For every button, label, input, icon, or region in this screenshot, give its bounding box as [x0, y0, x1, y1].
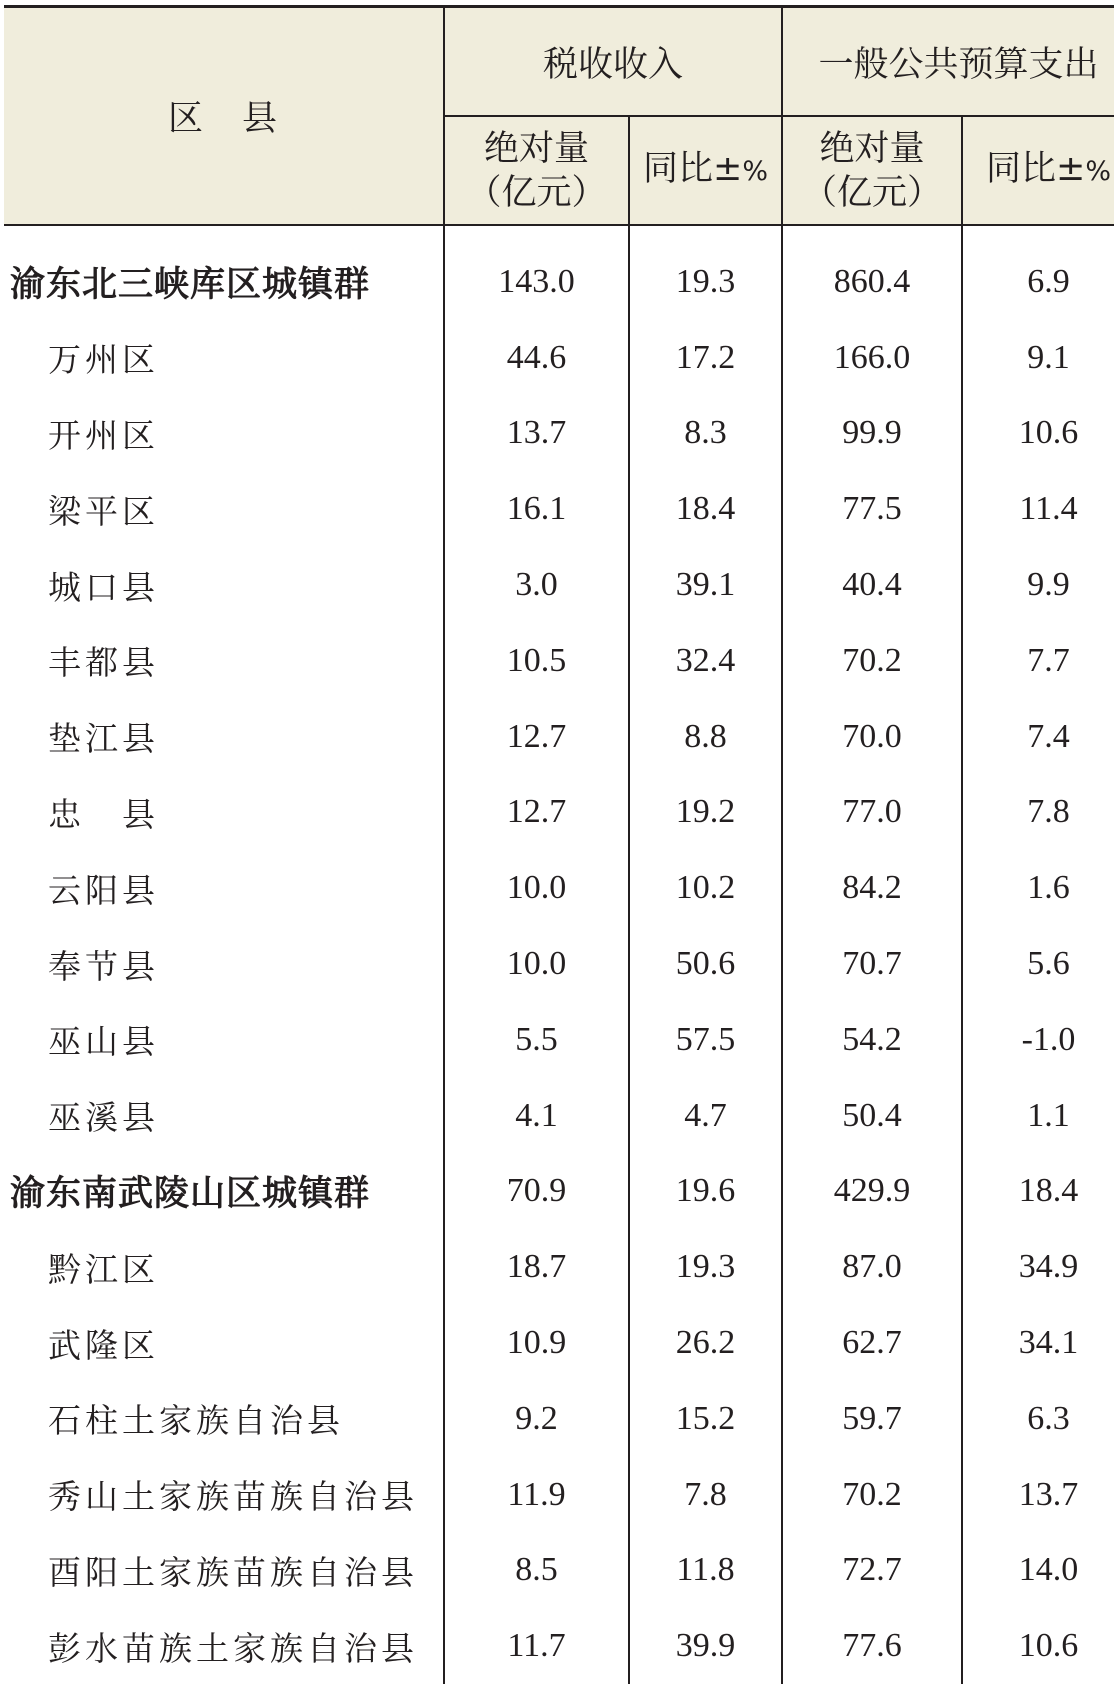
tax-yoy-cell: 19.3: [629, 225, 782, 320]
district-name: 石柱土家族自治县: [4, 1381, 444, 1457]
table-row: [4, 320, 1114, 396]
district-name: 城口县: [4, 547, 444, 623]
tax-absolute-cell: 18.7: [444, 1229, 629, 1305]
table-row: [4, 1002, 1114, 1078]
tax-yoy-cell: 39.1: [629, 547, 782, 623]
district-name: 巫溪县: [4, 1078, 444, 1154]
spend-yoy-cell: 6.9: [1027, 262, 1070, 300]
tax-yoy-cell: 50.6: [629, 926, 782, 1002]
spend-yoy-cell: 34.9: [1018, 1248, 1079, 1286]
spend-yoy-cell: 14.0: [1018, 1551, 1079, 1589]
spend-yoy-cell: 7.8: [1027, 793, 1070, 831]
district-fiscal-table: [4, 8, 1114, 1684]
table-row: [4, 775, 1114, 851]
tax-absolute-cell: 5.5: [444, 1002, 629, 1078]
spend-yoy-cell: 11.4: [1019, 490, 1078, 528]
district-name: 渝东南武陵山区城镇群: [4, 1154, 444, 1230]
tax-yoy-cell: 39.9: [629, 1608, 782, 1684]
header-tax-abs-line1: 绝对量: [483, 128, 589, 169]
spend-yoy-cell: 5.6: [1027, 945, 1070, 983]
spend-absolute-cell: 70.0: [782, 699, 962, 775]
header-spend-yoy-pct: %: [1085, 156, 1112, 187]
spend-absolute-cell: 40.4: [782, 547, 962, 623]
district-name: 武隆区: [4, 1305, 444, 1381]
tax-absolute-cell: 44.6: [444, 320, 629, 396]
tax-absolute-cell: 4.1: [444, 1078, 629, 1154]
spend-yoy-cell: 9.1: [1027, 338, 1070, 376]
tax-yoy-cell: 57.5: [629, 1002, 782, 1078]
table-row: [4, 1533, 1114, 1609]
table-group-row: [4, 225, 1114, 320]
tax-absolute-cell: 10.0: [444, 926, 629, 1002]
header-tax-yoy-pct: %: [742, 156, 768, 187]
tax-yoy-cell: 11.8: [629, 1533, 782, 1609]
tax-absolute-cell: 143.0: [444, 225, 629, 320]
spend-absolute-cell: 429.9: [782, 1154, 962, 1230]
table-row: [4, 623, 1114, 699]
spend-yoy-cell: 13.7: [1018, 1475, 1079, 1513]
tax-yoy-cell: 7.8: [629, 1457, 782, 1533]
tax-absolute-cell: 9.2: [444, 1381, 629, 1457]
header-spend-abs: [782, 116, 962, 225]
tax-absolute-cell: 8.5: [444, 1533, 629, 1609]
table-header: [4, 8, 1114, 225]
district-name: 秀山土家族苗族自治县: [4, 1457, 444, 1533]
spend-absolute-cell: 77.6: [782, 1608, 962, 1684]
spend-yoy-cell: 10.6: [1018, 1627, 1079, 1665]
tax-absolute-cell: 11.9: [444, 1457, 629, 1533]
spend-yoy-cell: 7.4: [1027, 717, 1070, 755]
spend-absolute-cell: 87.0: [782, 1229, 962, 1305]
header-spend-group: 一般公共预算支出: [782, 8, 1114, 116]
spend-yoy-cell: 9.9: [1027, 566, 1070, 604]
tax-absolute-cell: 70.9: [444, 1154, 629, 1230]
spend-yoy-cell: 6.3: [1027, 1399, 1070, 1437]
spend-absolute-cell: 84.2: [782, 850, 962, 926]
tax-yoy-cell: 26.2: [629, 1305, 782, 1381]
spend-yoy-cell: 7.7: [1027, 641, 1070, 679]
spend-yoy-cell: 18.4: [1018, 1172, 1079, 1210]
tax-yoy-cell: 18.4: [629, 471, 782, 547]
district-name: 开州区: [4, 396, 444, 472]
spend-yoy-cell: 34.1: [1018, 1324, 1079, 1362]
district-name: 万州区: [4, 320, 444, 396]
district-name: 云阳县: [4, 850, 444, 926]
spend-absolute-cell: 70.7: [782, 926, 962, 1002]
header-spend-yoy-label: 同比±: [986, 149, 1086, 189]
tax-absolute-cell: 16.1: [444, 471, 629, 547]
table-row: [4, 850, 1114, 926]
spend-absolute-cell: 860.4: [782, 225, 962, 320]
spend-yoy-cell: -1.0: [1021, 1020, 1076, 1058]
table-group-row: [4, 1154, 1114, 1230]
table-row: [4, 926, 1114, 1002]
tax-absolute-cell: 10.9: [444, 1305, 629, 1381]
spend-yoy-cell: 1.1: [1027, 1096, 1070, 1134]
district-name: 巫山县: [4, 1002, 444, 1078]
tax-yoy-cell: 19.2: [629, 775, 782, 851]
district-name: 黔江区: [4, 1229, 444, 1305]
district-name: 奉节县: [4, 926, 444, 1002]
tax-yoy-cell: 19.6: [629, 1154, 782, 1230]
header-area: 区 县: [4, 8, 444, 225]
tax-yoy-cell: 10.2: [629, 850, 782, 926]
table-row: [4, 1381, 1114, 1457]
tax-yoy-cell: 4.7: [629, 1078, 782, 1154]
district-name: 酉阳土家族苗族自治县: [4, 1533, 444, 1609]
spend-absolute-cell: 54.2: [782, 1002, 962, 1078]
tax-yoy-cell: 8.3: [629, 396, 782, 472]
spend-absolute-cell: 166.0: [782, 320, 962, 396]
tax-absolute-cell: 3.0: [444, 547, 629, 623]
header-tax-abs: [444, 116, 629, 225]
header-spend-abs-line1: 绝对量: [819, 128, 925, 169]
spend-absolute-cell: 59.7: [782, 1381, 962, 1457]
spend-yoy-cell: 1.6: [1027, 869, 1070, 907]
header-spend-yoy: [962, 116, 1114, 225]
district-name: 彭水苗族土家族自治县: [4, 1608, 444, 1684]
tax-yoy-cell: 15.2: [629, 1381, 782, 1457]
spend-yoy-cell: 10.6: [1018, 414, 1079, 452]
spend-absolute-cell: 72.7: [782, 1533, 962, 1609]
spend-absolute-cell: 99.9: [782, 396, 962, 472]
table-row: [4, 1305, 1114, 1381]
tax-absolute-cell: 10.5: [444, 623, 629, 699]
table-row: [4, 1608, 1114, 1684]
tax-absolute-cell: 10.0: [444, 850, 629, 926]
table-body: [4, 225, 1114, 1684]
header-tax-yoy: [629, 116, 782, 225]
tax-yoy-cell: 8.8: [629, 699, 782, 775]
tax-yoy-cell: 32.4: [629, 623, 782, 699]
table-row: [4, 699, 1114, 775]
district-name: 丰都县: [4, 623, 444, 699]
tax-absolute-cell: 11.7: [444, 1608, 629, 1684]
table-row: [4, 1229, 1114, 1305]
table-row: [4, 547, 1114, 623]
tax-absolute-cell: 12.7: [444, 699, 629, 775]
header-spend-abs-line2: （亿元）: [802, 172, 943, 213]
table-row: [4, 471, 1114, 547]
spend-absolute-cell: 77.0: [782, 775, 962, 851]
header-tax-group: 税收收入: [444, 8, 782, 116]
district-name: 垫江县: [4, 699, 444, 775]
district-name: 梁平区: [4, 471, 444, 547]
tax-absolute-cell: 13.7: [444, 396, 629, 472]
table-row: [4, 396, 1114, 472]
district-name: 忠 县: [4, 775, 444, 851]
tax-yoy-cell: 17.2: [629, 320, 782, 396]
header-tax-abs-line2: （亿元）: [466, 172, 607, 213]
spend-absolute-cell: 50.4: [782, 1078, 962, 1154]
district-name: 渝东北三峡库区城镇群: [4, 225, 444, 320]
tax-absolute-cell: 12.7: [444, 775, 629, 851]
tax-yoy-cell: 19.3: [629, 1229, 782, 1305]
spend-absolute-cell: 70.2: [782, 1457, 962, 1533]
table-row: [4, 1078, 1114, 1154]
spend-absolute-cell: 70.2: [782, 623, 962, 699]
spend-absolute-cell: 77.5: [782, 471, 962, 547]
table-row: [4, 1457, 1114, 1533]
spend-absolute-cell: 62.7: [782, 1305, 962, 1381]
header-tax-yoy-label: 同比±: [643, 149, 743, 189]
